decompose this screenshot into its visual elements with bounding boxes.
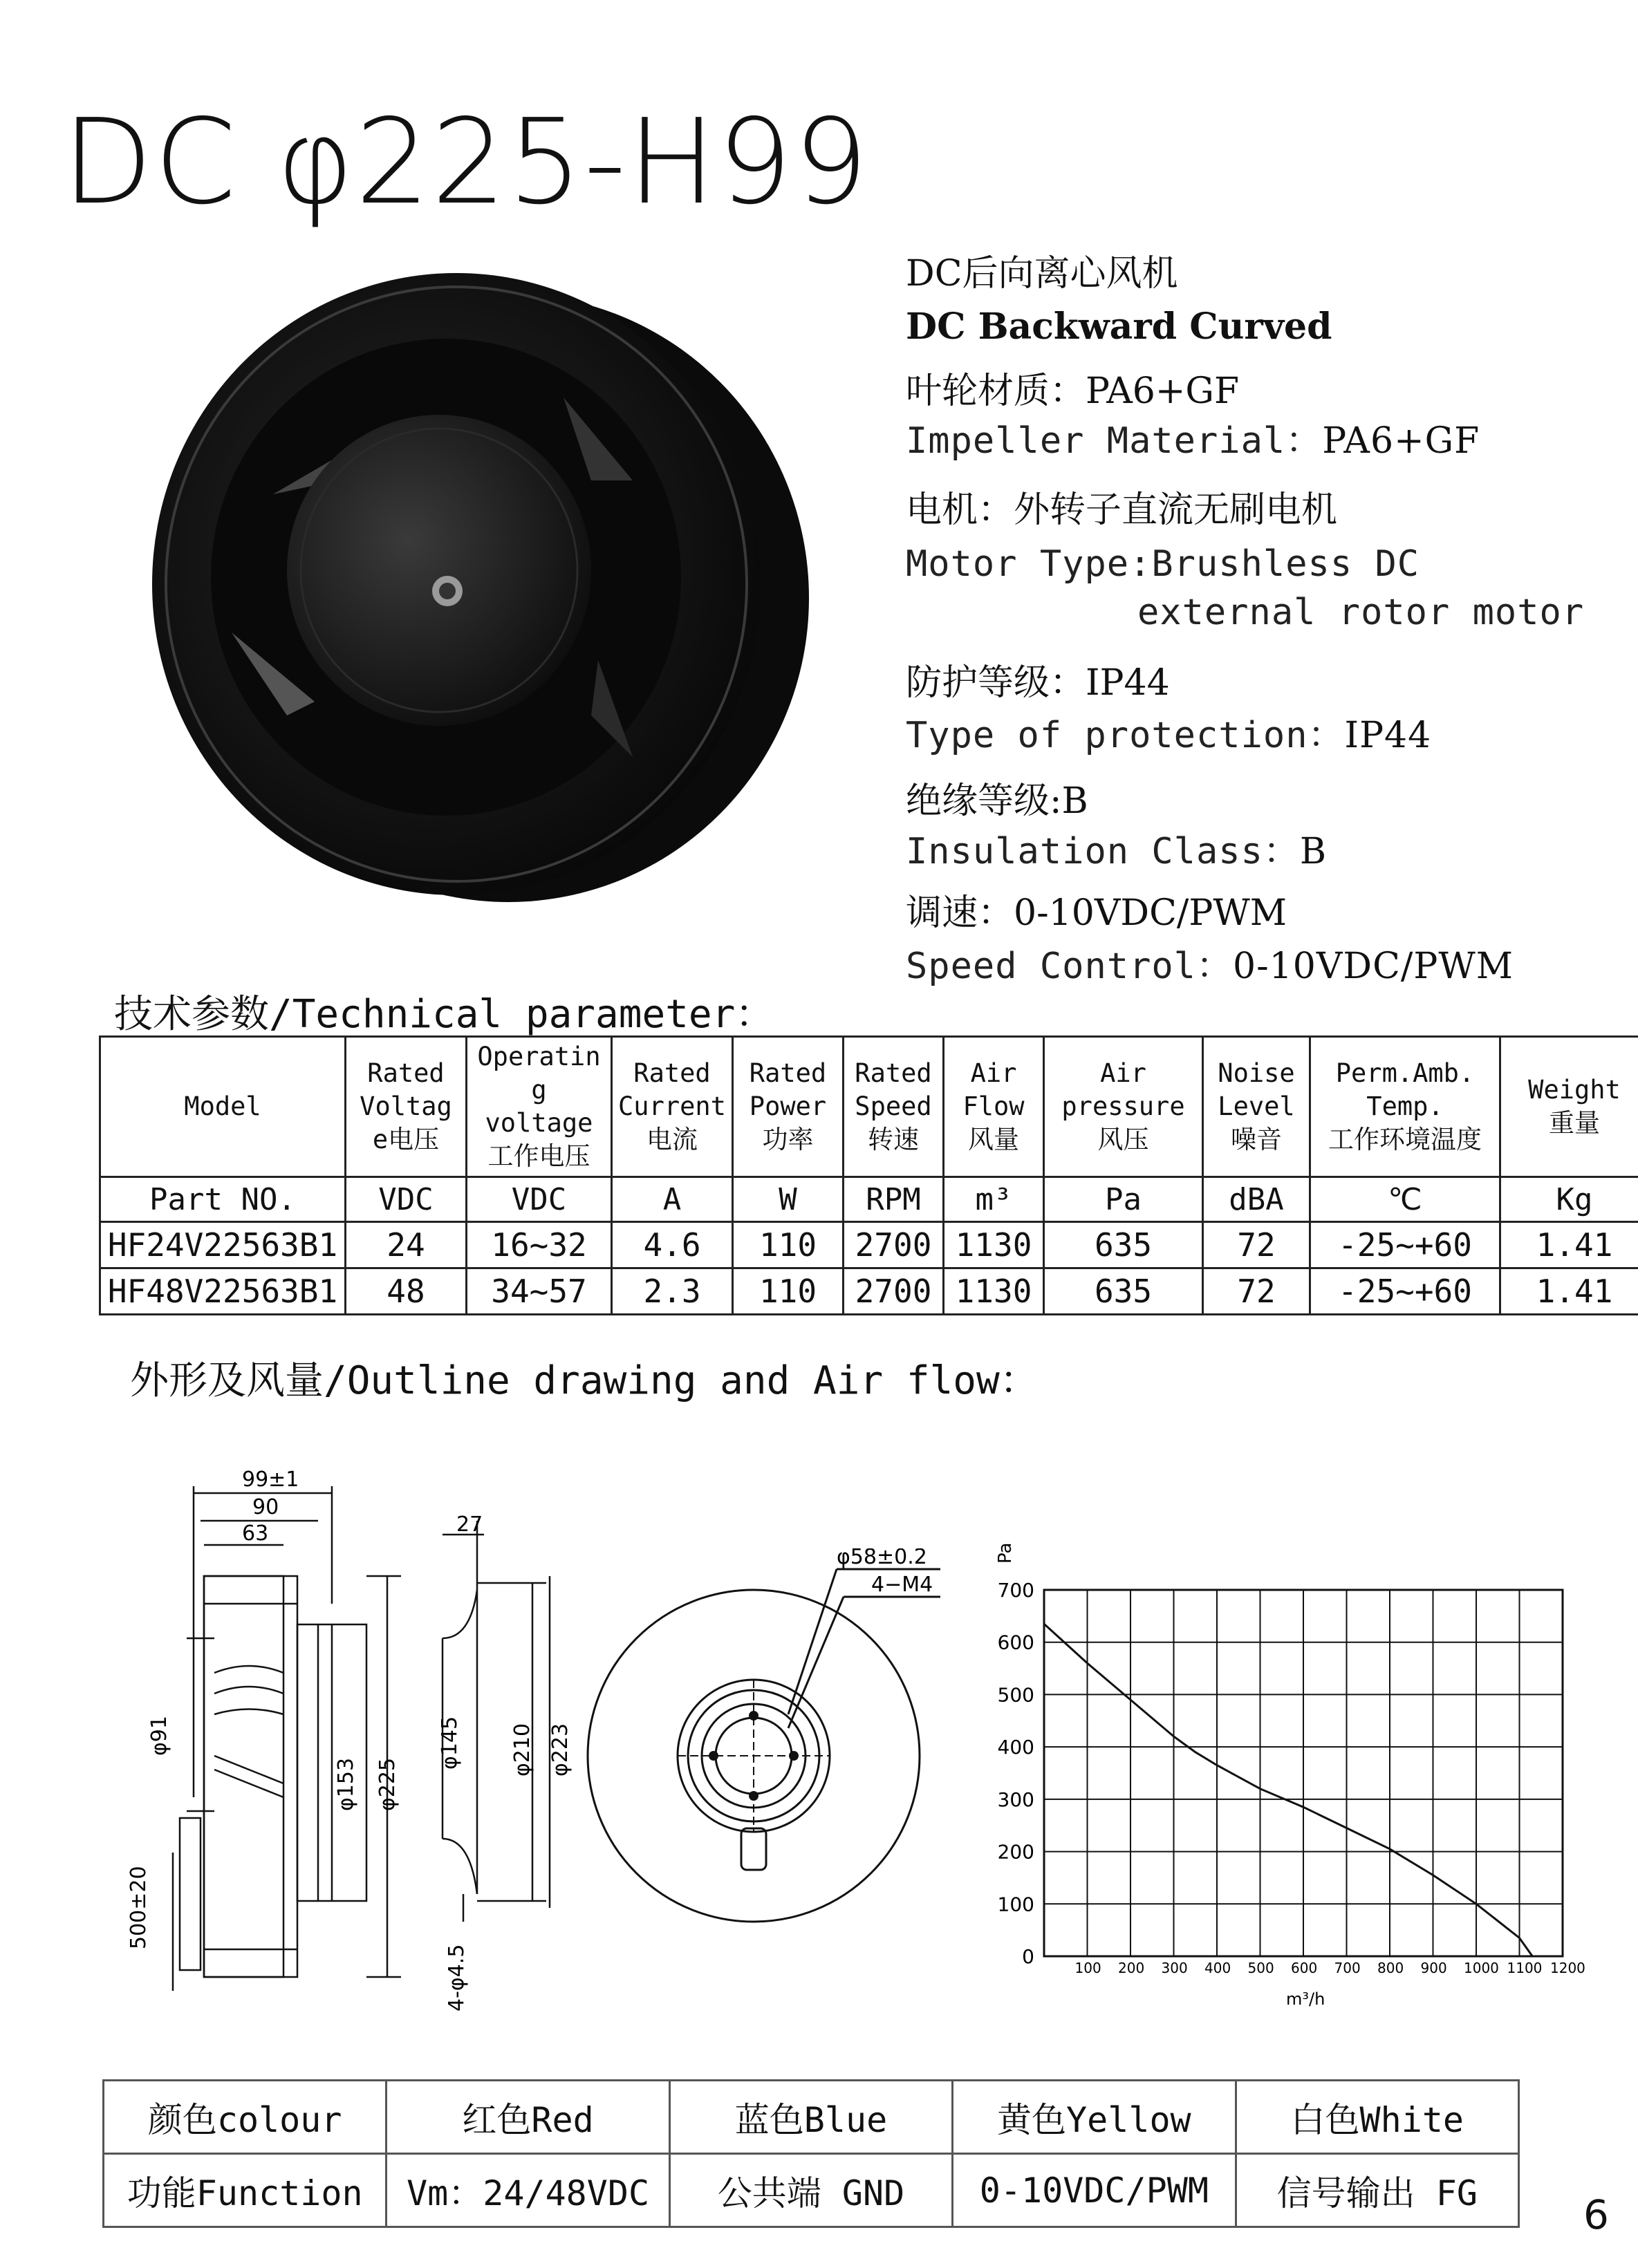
wiring-table [102,2079,1520,2228]
header-cell [844,1037,944,1177]
table-cell: 4.6 [612,1222,733,1268]
table-cell: -25~+60 [1310,1268,1500,1315]
table-header-row [100,1037,1638,1177]
header-line: 重量 [1549,1108,1600,1138]
spec-motor-cn: 电机：外转子直流无刷电机 [906,489,1338,531]
unit-cell: m³ [944,1177,1044,1222]
header-line: 功率 [762,1125,814,1155]
outline-heading: 外形及风量/Outline drawing and Air flow： [130,1358,1039,1403]
header-cell [944,1037,1044,1177]
spec-motor-en-2: external rotor motor [1137,592,1585,633]
unit-cell: Part NO. [100,1177,346,1222]
table-row [104,2081,1519,2154]
fan-product-image [149,273,812,909]
header-line: Speed [855,1091,932,1121]
dim-225: φ225 [375,1757,400,1811]
unit-cell: VDC [346,1177,467,1222]
dim-210: φ210 [510,1723,534,1777]
header-cell [346,1037,467,1177]
page-title: DC φ225-H99 [62,94,870,231]
spec-material-value: PA6+GF [1322,420,1480,462]
chart-series-line [1044,1624,1532,1956]
header-line: Rated [749,1058,827,1088]
table-cell: 110 [733,1268,844,1315]
header-line: voltage [485,1108,593,1138]
tech-heading: 技术参数/Technical parameter： [114,992,774,1037]
unit-cell: RPM [844,1177,944,1222]
table-cell: 72 [1203,1268,1310,1315]
dim-63: 63 [242,1521,269,1546]
table-cell: HF24V22563B1 [100,1222,346,1268]
table-units-row [100,1177,1638,1222]
header-line: Weight [1528,1074,1621,1105]
header-line: Rated [855,1058,932,1088]
chart-xlabel: m³/h [1286,1989,1325,2009]
table-cell: 2700 [844,1222,944,1268]
dim-223: φ223 [548,1723,573,1777]
header-cell [1203,1037,1310,1177]
spec-protection-cn: 防护等级：IP44 [906,662,1170,704]
unit-cell: VDC [467,1177,612,1222]
chart-x-tick-label: 200 [1118,1960,1145,1976]
spec-insulation-value: B [1299,831,1328,872]
dim-99: 99±1 [242,1468,299,1492]
spec-type-cn: DC后向离心风机 [906,253,1178,294]
table-cell: 2700 [844,1268,944,1315]
header-line: 风量 [968,1125,1019,1155]
table-cell: 110 [733,1222,844,1268]
table-cell: 24 [346,1222,467,1268]
header-line: Flow [962,1091,1025,1121]
header-line: Temp. [1366,1091,1444,1121]
chart-y-tick-label: 100 [997,1893,1034,1916]
dim-91: φ91 [147,1716,171,1756]
spec-speed-cn: 调速：0-10VDC/PWM [906,892,1287,934]
header-cell [733,1037,844,1177]
dim-58: φ58±0.2 [837,1548,927,1569]
chart-x-tick-label: 1100 [1507,1960,1543,1976]
header-line: 风压 [1097,1125,1149,1155]
table-cell: -25~+60 [1310,1222,1500,1268]
unit-cell: A [612,1177,733,1222]
table-cell: HF48V22563B1 [100,1268,346,1315]
chart-x-tick-label: 900 [1420,1960,1447,1976]
chart-y-tick-label: 0 [1022,1945,1034,1968]
header-line: Operatin [477,1041,601,1071]
outline-side-view [124,1465,429,1991]
chart-x-tick-label: 300 [1161,1960,1188,1976]
chart-y-tick-label: 300 [997,1788,1034,1811]
header-line: Rated [367,1058,445,1088]
header-line: 转速 [868,1125,919,1155]
dim-145: φ145 [438,1716,462,1770]
airflow-chart [968,1528,1590,2012]
header-model: Model [184,1091,261,1121]
table-cell: 1.41 [1500,1222,1638,1268]
header-line: Level [1218,1091,1295,1121]
header-cell [1500,1037,1638,1177]
tech-parameter-table [99,1035,1638,1315]
chart-y-tick-label: 400 [997,1736,1034,1759]
dim-holes: 4-φ4.5 [445,1944,469,2012]
spec-material-en [906,420,1480,462]
spec-protection-value: IP44 [1344,715,1432,756]
header-cell [1310,1037,1500,1177]
dim-500: 500±20 [127,1866,151,1949]
chart-x-tick-label: 400 [1204,1960,1231,1976]
header-line: Noise [1218,1058,1295,1088]
table-cell: 34~57 [467,1268,612,1315]
chart-x-ticks [1075,1960,1585,1976]
chart-grid [1044,1590,1563,1956]
chart-x-tick-label: 800 [1377,1960,1404,1976]
chart-x-tick-label: 1000 [1464,1960,1499,1976]
dim-153: φ153 [334,1757,358,1811]
table-cell: 635 [1044,1268,1203,1315]
spec-material-cn: 叶轮材质：PA6+GF [906,371,1240,412]
header-line: 工作环境温度 [1328,1125,1482,1155]
spec-material-label: Impeller Material： [906,420,1323,462]
dim-m4: 4−M4 [871,1573,933,1597]
chart-y-tick-label: 200 [997,1840,1034,1864]
table-cell: 白色White [1236,2081,1518,2154]
spec-motor-en-1: Motor Type:Brushless DC [906,543,1420,585]
table-cell: 1130 [944,1268,1044,1315]
spec-speed-value: 0-10VDC/PWM [1233,946,1514,987]
table-cell: 1130 [944,1222,1044,1268]
outline-inlet-view [429,1507,574,2018]
unit-cell: Pa [1044,1177,1203,1222]
table-cell: 颜色colour [104,2081,387,2154]
header-line: 工作电压 [487,1141,590,1172]
header-line: g [531,1074,547,1105]
header-line: 噪音 [1231,1125,1282,1155]
table-cell: 72 [1203,1222,1310,1268]
header-line: Voltag [360,1091,452,1121]
chart-x-tick-label: 100 [1074,1960,1101,1976]
table-cell: 蓝色Blue [669,2081,952,2154]
unit-cell: dBA [1203,1177,1310,1222]
table-cell: Vm：24/48VDC [387,2154,669,2227]
spec-insulation-cn: 绝缘等级:B [906,780,1088,822]
spec-insulation-en [906,831,1328,872]
chart-x-tick-label: 1200 [1550,1960,1585,1976]
header-line: Air [970,1058,1017,1088]
chart-y-tick-label: 600 [997,1631,1034,1654]
table-cell: 红色Red [387,2081,669,2154]
header-line: Rated [633,1058,711,1088]
table-cell: 0-10VDC/PWM [953,2154,1236,2227]
table-cell: 信号输出 FG [1236,2154,1518,2227]
table-row [100,1222,1638,1268]
spec-protection-en [906,715,1432,756]
table-cell: 48 [346,1268,467,1315]
chart-ylabel: Pa [995,1542,1016,1564]
table-row [104,2154,1519,2227]
unit-cell: W [733,1177,844,1222]
header-line: Perm.Amb. [1335,1058,1475,1088]
table-cell: 功能Function [104,2154,387,2227]
header-cell [612,1037,733,1177]
spec-speed-en [906,946,1514,987]
header-line: pressure [1061,1091,1185,1121]
header-line: e电压 [372,1125,440,1155]
chart-x-tick-label: 700 [1334,1960,1361,1976]
dim-90: 90 [252,1495,279,1519]
header-line: Air [1100,1058,1146,1088]
spec-insulation-label: Insulation Class： [906,831,1300,872]
chart-x-tick-label: 500 [1247,1960,1274,1976]
header-cell [467,1037,612,1177]
unit-cell: Kg [1500,1177,1638,1222]
table-row [100,1268,1638,1315]
dim-27: 27 [456,1512,483,1537]
spec-type-en: DC Backward Curved [906,306,1332,348]
spec-speed-label: Speed Control： [906,946,1233,987]
header-line: Current [618,1091,726,1121]
header-line: Power [749,1091,827,1121]
table-cell: 2.3 [612,1268,733,1315]
chart-x-tick-label: 600 [1291,1960,1318,1976]
table-cell: 635 [1044,1222,1203,1268]
header-line: 电流 [646,1125,698,1155]
page-number: 6 [1583,2191,1609,2238]
table-cell: 公共端 GND [669,2154,952,2227]
chart-y-tick-label: 700 [997,1579,1034,1602]
table-cell: 1.41 [1500,1268,1638,1315]
outline-front-view [581,1548,940,1936]
chart-y-ticks [998,1579,1034,1968]
header-cell [1044,1037,1203,1177]
table-cell: 16~32 [467,1222,612,1268]
table-cell: 黄色Yellow [953,2081,1236,2154]
spec-protection-label: Type of protection： [906,715,1345,756]
unit-cell: ℃ [1310,1177,1500,1222]
header-cell [100,1037,346,1177]
chart-y-tick-label: 500 [997,1683,1034,1707]
